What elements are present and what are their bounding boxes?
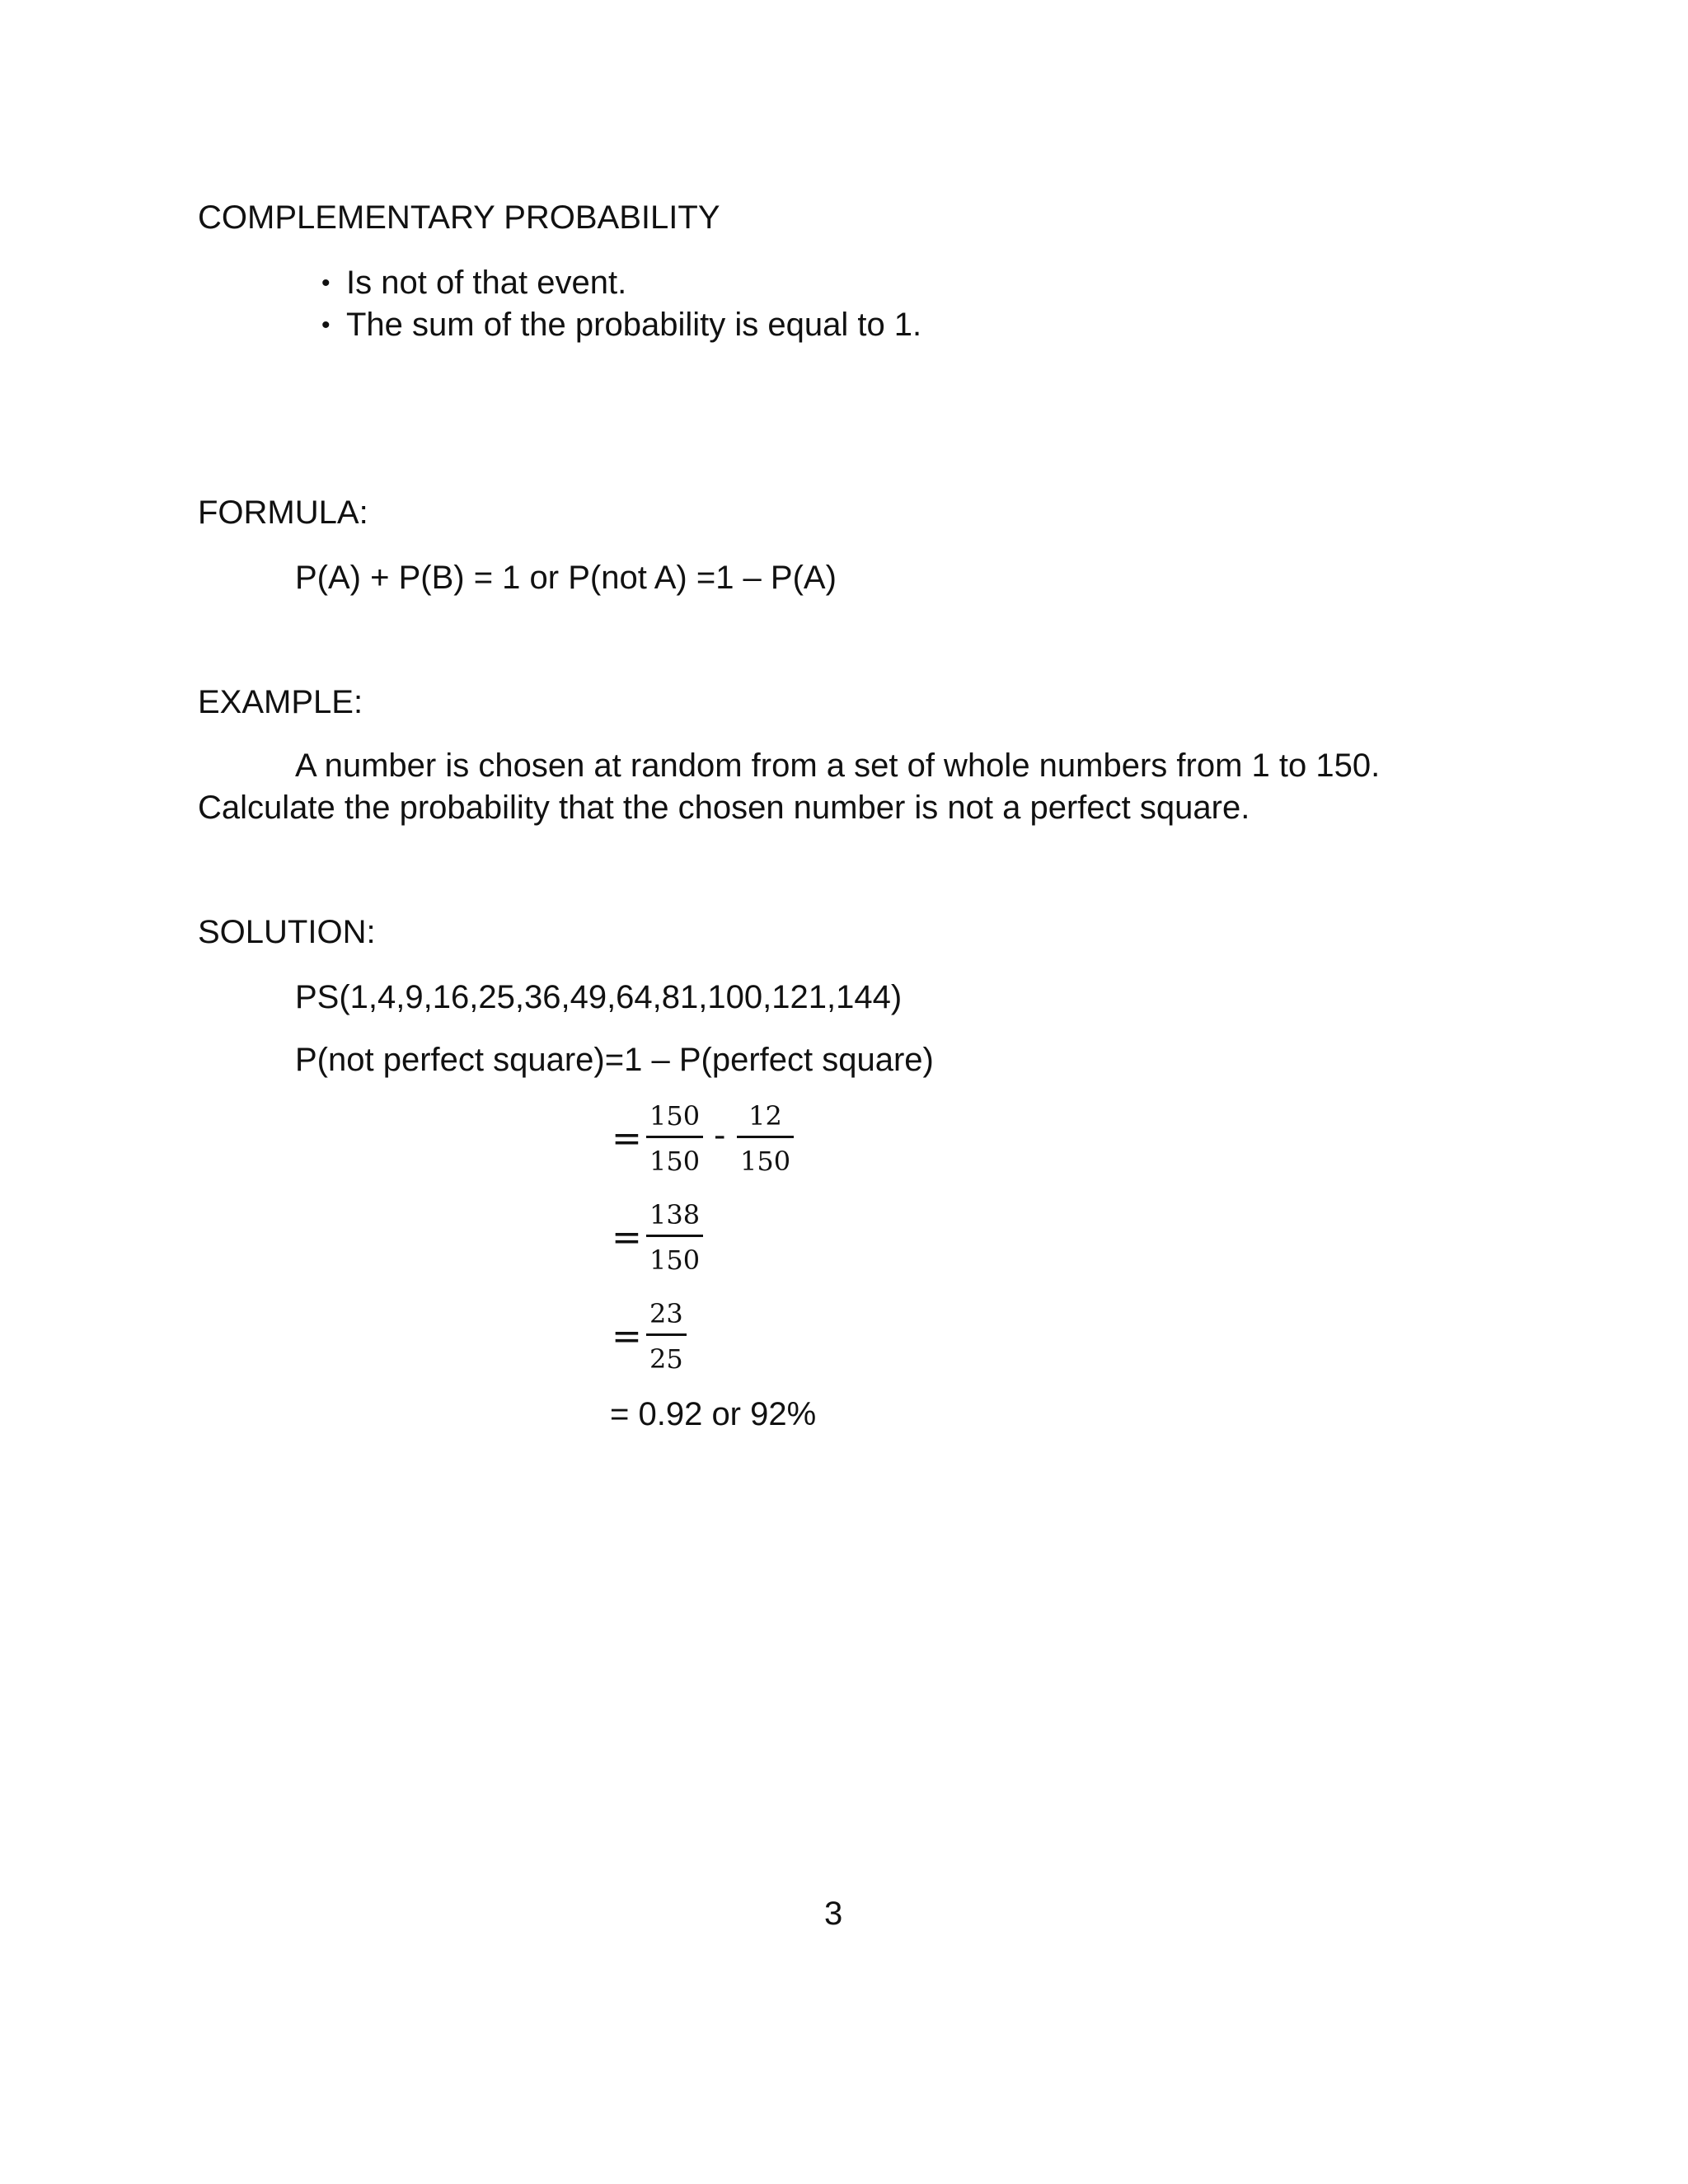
example-label: EXAMPLE: (198, 684, 363, 720)
bullet-icon: • (321, 312, 331, 339)
fraction (737, 1100, 794, 1177)
fraction-numerator: 138 (649, 1199, 701, 1230)
solution-label: SOLUTION: (198, 914, 376, 950)
fraction-numerator: 150 (649, 1100, 701, 1132)
fraction-denominator: 150 (649, 1146, 701, 1177)
complement-rule: P(not perfect square)=1 – P(perfect square) (295, 1042, 934, 1078)
perfect-squares-set: PS(1,4,9,16,25,36,49,64,81,100,121,144) (295, 979, 903, 1015)
fraction (646, 1298, 687, 1375)
bullet-item (321, 265, 627, 301)
fraction-denominator: 150 (649, 1244, 701, 1276)
final-result: = 0.92 or 92% (610, 1396, 817, 1432)
bullet-icon: • (321, 269, 331, 297)
fraction-denominator: 150 (740, 1146, 791, 1177)
example-line-2: Calculate the probability that the chosen number is not a perfect square. (198, 790, 1250, 826)
page-number: 3 (824, 1896, 843, 1932)
fraction (646, 1100, 703, 1177)
bullet-text: The sum of the probability is equal to 1. (346, 307, 922, 343)
fraction-numerator: 23 (649, 1298, 683, 1329)
equals-sign: = (612, 1216, 642, 1258)
minus-sign: - (714, 1117, 726, 1155)
equals-sign: = (612, 1118, 642, 1160)
formula-label: FORMULA: (198, 494, 368, 531)
fraction-denominator: 25 (649, 1343, 683, 1375)
bullet-item (321, 307, 922, 343)
equals-sign: = (612, 1315, 642, 1357)
example-line-1: A number is chosen at random from a set of whole numbers from 1 to 150. (295, 748, 1381, 784)
bullet-text: Is not of that event. (346, 265, 627, 301)
fraction (646, 1199, 703, 1276)
section-title: COMPLEMENTARY PROBABILITY (198, 199, 720, 236)
formula-text: P(A) + P(B) = 1 or P(not A) =1 – P(A) (295, 560, 837, 596)
fraction-numerator: 12 (748, 1100, 782, 1132)
